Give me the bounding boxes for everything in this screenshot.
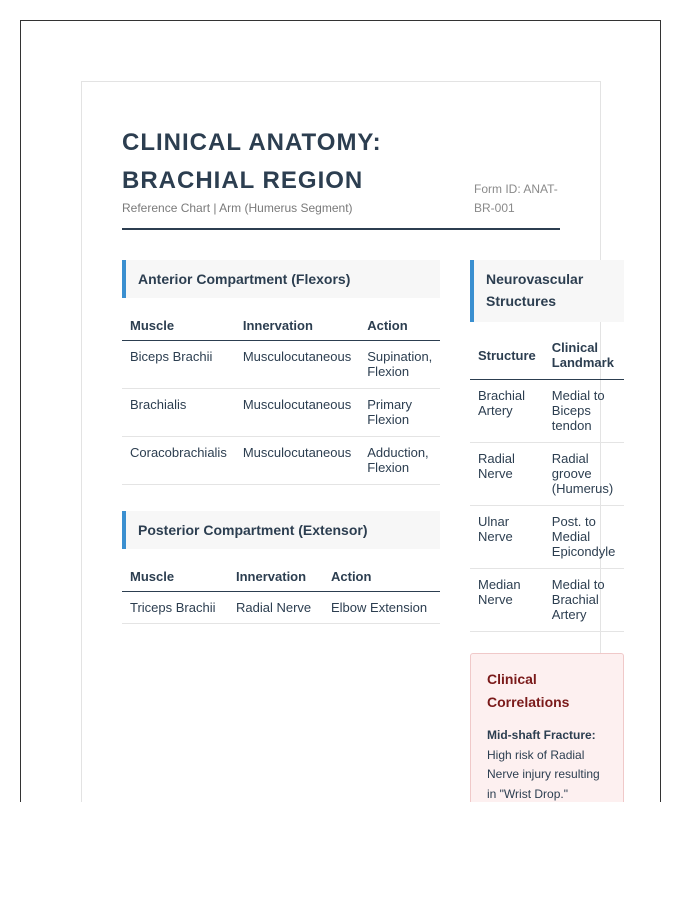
table-cell: Biceps Brachii	[122, 341, 235, 389]
neurovascular-heading: Neurovascular Structures	[470, 260, 624, 322]
table-row	[470, 380, 624, 443]
neurovascular-table	[470, 336, 624, 632]
column-header: Muscle	[122, 561, 228, 592]
page-subtitle: Reference Chart | Arm (Humerus Segment)	[122, 201, 353, 215]
posterior-heading: Posterior Compartment (Extensor)	[122, 511, 440, 549]
clinical-note-label: Mid-shaft Fracture:	[487, 728, 596, 742]
page-title: CLINICAL ANATOMY: BRACHIAL REGION	[122, 129, 382, 194]
table-row	[470, 569, 624, 632]
table-row	[122, 592, 440, 624]
table-cell: Elbow Extension	[323, 592, 440, 624]
table-cell: Radial groove (Humerus)	[544, 443, 624, 506]
column-header: Clinical Landmark	[544, 336, 624, 380]
table-cell: Post. to Medial Epicondyle	[544, 506, 624, 569]
table-row	[122, 341, 440, 389]
table-cell: Radial Nerve	[470, 443, 544, 506]
document-viewer-frame	[20, 20, 661, 802]
table-cell: Ulnar Nerve	[470, 506, 544, 569]
compartments-column	[122, 260, 440, 624]
table-header-row	[122, 310, 440, 341]
table-cell: Musculocutaneous	[235, 341, 359, 389]
section-spacer	[122, 485, 440, 511]
table-row	[122, 389, 440, 437]
column-header: Action	[323, 561, 440, 592]
form-id: Form ID: ANAT-BR-001	[474, 182, 558, 215]
column-header: Structure	[470, 336, 544, 380]
table-header-row	[470, 336, 624, 380]
table-cell: Musculocutaneous	[235, 437, 359, 485]
table-cell: Adduction, Flexion	[359, 437, 440, 485]
clinical-heading: Clinical Correlations	[487, 671, 570, 710]
neurovascular-column	[470, 260, 624, 632]
table-row	[470, 443, 624, 506]
anterior-heading: Anterior Compartment (Flexors)	[122, 260, 440, 298]
table-cell: Brachialis	[122, 389, 235, 437]
table-cell: Median Nerve	[470, 569, 544, 632]
reference-page	[81, 81, 616, 802]
clinical-note-text: High risk of Radial Nerve injury resulting in "Wrist Drop."	[487, 747, 600, 801]
table-cell: Primary Flexion	[359, 389, 440, 437]
clinical-note	[487, 726, 607, 802]
table-cell: Supination, Flexion	[359, 341, 440, 389]
table-cell: Radial Nerve	[228, 592, 323, 624]
table-cell: Triceps Brachii	[122, 592, 228, 624]
column-header: Muscle	[122, 310, 235, 341]
clinical-correlations-box	[470, 653, 624, 802]
table-cell: Coracobrachialis	[122, 437, 235, 485]
table-header-row	[122, 561, 440, 592]
posterior-table	[122, 561, 440, 624]
column-header: Action	[359, 310, 440, 341]
table-row	[122, 437, 440, 485]
anterior-table	[122, 310, 440, 485]
table-cell: Brachial Artery	[470, 380, 544, 443]
table-cell: Medial to Brachial Artery	[544, 569, 624, 632]
column-header: Innervation	[235, 310, 359, 341]
table-row	[470, 506, 624, 569]
table-cell: Musculocutaneous	[235, 389, 359, 437]
table-cell: Medial to Biceps tendon	[544, 380, 624, 443]
column-header: Innervation	[228, 561, 323, 592]
document-header	[122, 124, 560, 230]
